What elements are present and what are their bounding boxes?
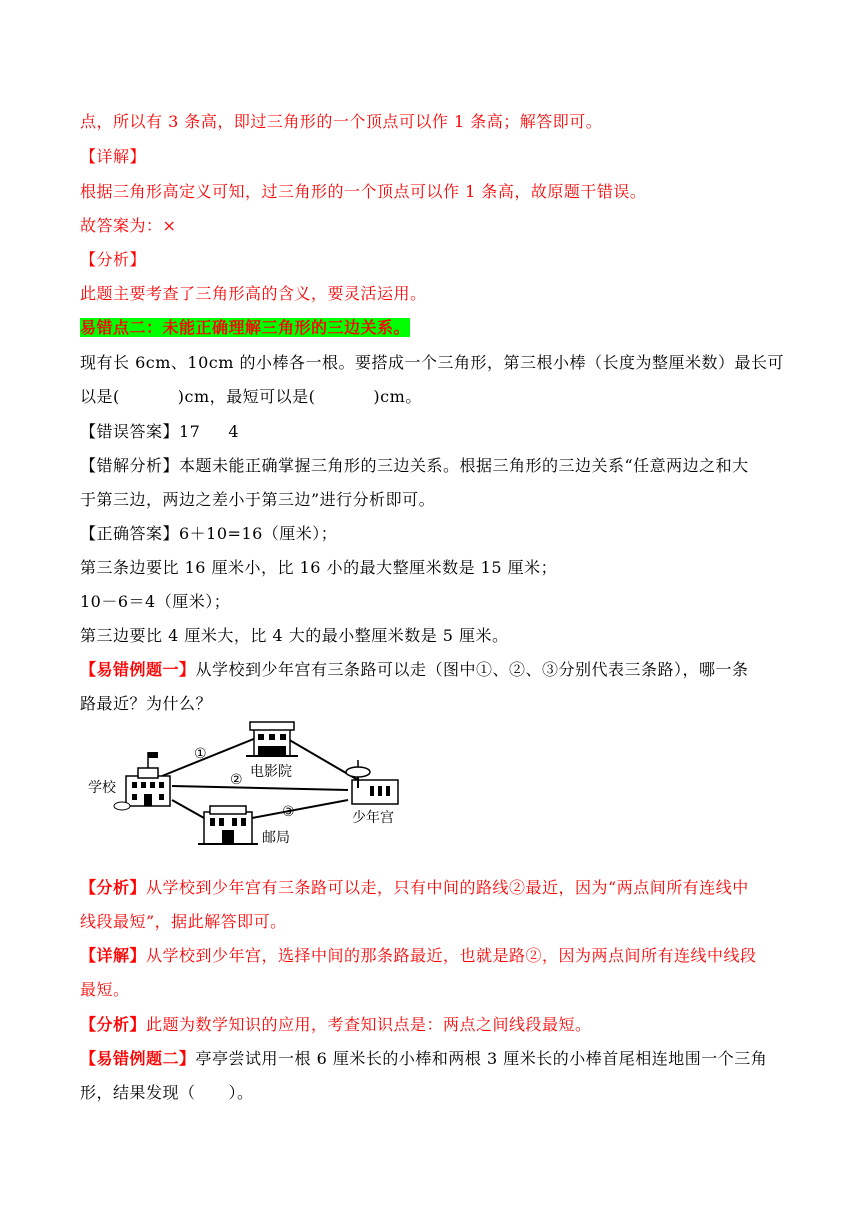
label-school: 学校 [88, 780, 116, 796]
wrong-answer-value: 4 [228, 422, 240, 441]
correct-answer-line: 【正确答案】6＋10=16（厘米）； [80, 524, 338, 543]
label-route-1: ① [194, 746, 207, 762]
text-line: 根据三角形高定义可知，过三角形的一个顶点可以作 1 条高，故原题干错误。 [80, 182, 647, 201]
text-line: 第三边要比 4 厘米大，比 4 大的最小整厘米数是 5 厘米。 [80, 626, 509, 645]
youth-palace-icon [346, 760, 398, 804]
text-line: 形，结果发现（ ）。 [80, 1083, 254, 1102]
example-one-label: 【易错例题一】 [80, 660, 196, 679]
route-3-line [172, 800, 204, 818]
text-line: 路最近？为什么？ [80, 694, 213, 713]
example-one-line [80, 658, 785, 682]
route-1-line [162, 738, 256, 776]
detail-text: 从学校到少年宫，选择中间的那条路最近，也就是路②，因为两点间所有连线中线段 [146, 946, 757, 965]
text-line: 线段最短”，据此解答即可。 [80, 912, 287, 931]
example-two-text: 亭亭尝试用一根 6 厘米长的小棒和两根 3 厘米长的小棒首尾相连地围一个三角 [195, 1049, 768, 1068]
question-line: 现有长 6cm、10cm 的小棒各一根。要搭成一个三角形，第三根小棒（长度为整厘米数）最长可 [80, 353, 784, 372]
example-two-label: 【易错例题二】 [80, 1049, 196, 1068]
detail-line [80, 944, 785, 968]
detail-label: 【详解】 [80, 946, 147, 965]
wrong-answer-line [80, 420, 785, 444]
route-map-figure [86, 718, 406, 850]
analysis-line: 【错解分析】本题未能正确掌握三角形的三边关系。根据三角形的三边关系“任意两边之和大 [80, 456, 749, 475]
route-2-line [172, 786, 348, 790]
analysis-text: 从学校到少年宫有三条路可以走，只有中间的路线②最近，因为“两点间所有连线中 [146, 878, 749, 897]
analysis-label: 【分析】 [80, 1015, 147, 1034]
school-icon [114, 752, 170, 810]
cinema-icon [246, 722, 298, 756]
text-line: 最短。 [80, 980, 130, 999]
wrong-answer-label: 【错误答案】17 [80, 422, 201, 441]
highlighted-heading: 易错点二：未能正确理解三角形的三边关系。 [80, 318, 411, 337]
text-line: 此题主要考查了三角形高的含义，要灵活运用。 [80, 284, 427, 303]
example-two-line [80, 1047, 785, 1071]
text-line: 点，所以有 3 条高，即过三角形的一个顶点可以作 1 条高；解答即可。 [80, 112, 603, 131]
analysis-line [80, 1013, 785, 1037]
label-route-2: ② [230, 772, 243, 788]
analysis-label: 【分析】 [80, 878, 147, 897]
text-fragment: )cm。 [373, 387, 422, 406]
answer-line: 故答案为：× [80, 216, 177, 235]
example-one-text: 从学校到少年宫有三条路可以走（图中①、②、③分别代表三条路），哪一条 [195, 660, 749, 679]
question-line [80, 385, 785, 409]
route-3-line [252, 800, 348, 818]
analysis-line: 于第三边，两边之差小于第三边”进行分析即可。 [80, 490, 436, 509]
heading-error-point-2 [80, 316, 785, 340]
label-cinema: 电影院 [250, 764, 292, 780]
analysis-text: 此题为数学知识的应用，考查知识点是：两点之间线段最短。 [146, 1015, 592, 1034]
analysis-line [80, 876, 785, 900]
text-fragment: 以是( [80, 387, 120, 406]
text-fragment: )cm，最短可以是( [177, 387, 316, 406]
label-route-3: ③ [282, 804, 295, 820]
label-youth-palace: 少年宫 [352, 810, 394, 826]
text-line: 第三条边要比 16 厘米小，比 16 小的最大整厘米数是 15 厘米； [80, 558, 558, 577]
section-label-analysis: 【分析】 [80, 250, 147, 269]
section-label-detail: 【详解】 [80, 147, 147, 166]
text-line: 10－6＝4（厘米）； [80, 592, 231, 611]
post-office-icon [198, 806, 258, 844]
label-post-office: 邮局 [262, 830, 290, 846]
